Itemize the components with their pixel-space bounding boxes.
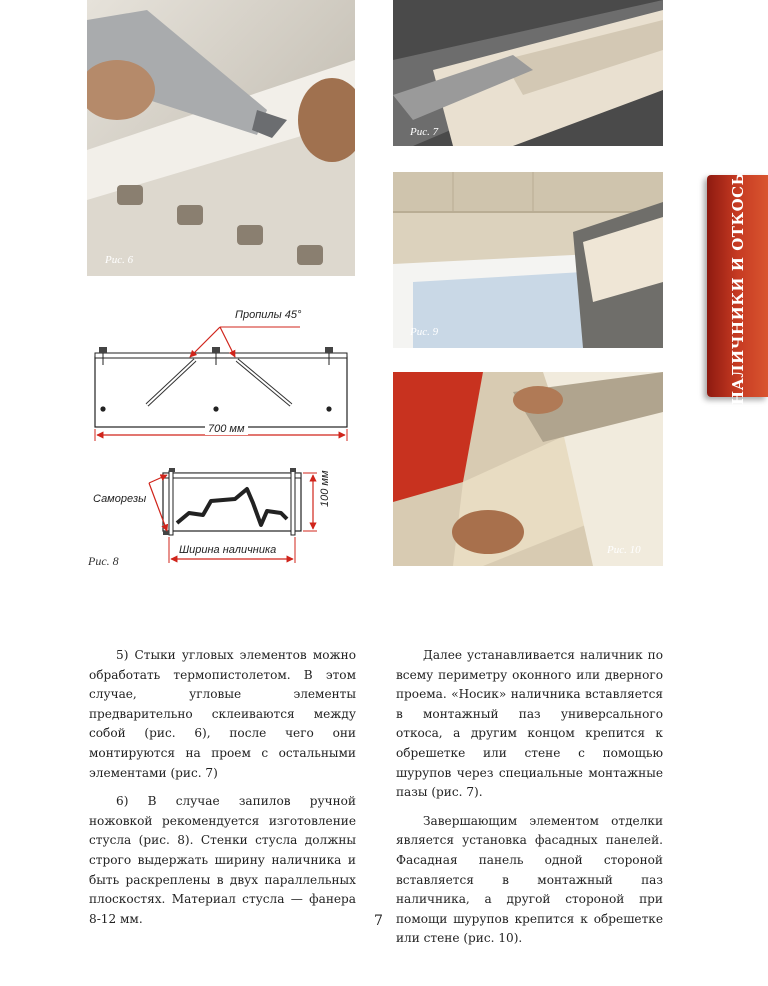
photo-fig10: [393, 372, 663, 566]
miter-box-drawing: [85, 305, 375, 575]
height-label: 100 мм: [319, 470, 331, 507]
fig8-caption: Рис. 8: [88, 554, 119, 568]
fig7-caption: Рис. 7: [410, 126, 439, 138]
page-number: 7: [374, 913, 383, 929]
photo-fig6: [87, 0, 355, 276]
diagram-fig8: [85, 305, 375, 575]
paragraph: Далее устанавливается наличник по всему периметру оконного или дверного проема. «Носик» наличника вставляется в монтажный паз универсального откоса, а другим концом крепится к обрешетке или стене с помощью шурупов через специальные монтажные пазы (рис. 7).: [396, 648, 663, 800]
screws-label: Саморезы: [93, 493, 147, 505]
right-text-column: [396, 646, 663, 958]
fig10-caption: Рис. 10: [607, 544, 641, 556]
fig6-caption: Рис. 6: [105, 254, 134, 266]
paragraph: 6) В случае запилов ручной ножовкой рекомендуется изготовление стусла (рис. 8). Стенки стусла должны строго выдержать ширину наличника и быть раскреплены в двух параллельных плоскостях. Материал стусла — фанера 8-12 мм.: [89, 794, 356, 926]
photo-fig7: [393, 0, 663, 146]
photo-fig9: [393, 172, 663, 348]
fig6-image: [87, 0, 355, 276]
fig9-caption: Рис. 9: [410, 326, 439, 338]
fig10-image: [393, 372, 663, 566]
section-tab-label: НАЛИЧНИКИ И ОТКОСЫ: [728, 166, 747, 406]
fig7-image: [393, 0, 663, 146]
left-text-column: [89, 646, 356, 938]
width-label: Ширина наличника: [179, 544, 277, 556]
paragraph: 5) Стыки угловых элементов можно обработать термопистолетом. В этом случае, угловые элементы предварительно склеиваются между собой (рис. 6), после чего они монтируются на проем с остальными элементами (рис. 7): [89, 648, 356, 780]
cuts-label: Пропилы 45°: [235, 309, 302, 321]
fig9-image: [393, 172, 663, 348]
length-label: 700 мм: [205, 423, 248, 435]
paragraph: Завершающим элементом отделки является установка фасадных панелей. Фасадная панель одной стороной вставляется в монтажный паз наличника, а другой стороной при помощи шурупов крепится к обрешетке или стене (рис. 10).: [396, 813, 663, 946]
section-tab: [707, 166, 768, 406]
